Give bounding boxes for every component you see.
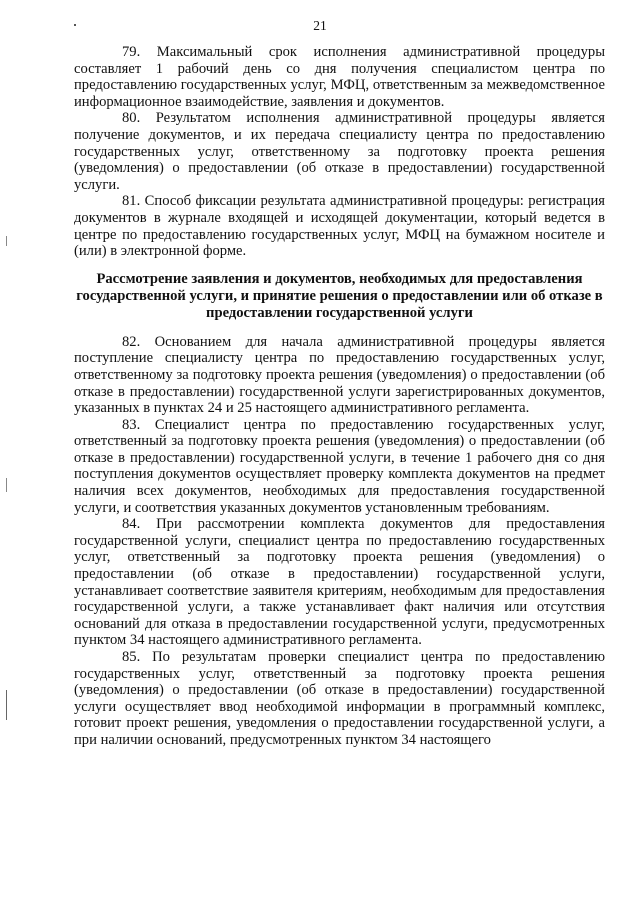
paragraph-84: 84. При рассмотрении комплекта документов для предоставления государственной услуги, специалист центра по предоставлению государственных услуг, ответственный за подготовку проекта решения (уведомления) о предоставлении (об отказе в предоставлении) государственной услуги, устанавливает соответствие заявителя критериям, необходимым для предоставления государственной услуги, а также устанавливает факт наличия или отсутствия оснований для отказа в предоставлении государственной услуги, предусмотренных пунктом 34 настоящего административного регламента. bbox=[74, 516, 605, 649]
paragraph-80: 80. Результатом исполнения административной процедуры является получение документов, и их передача специалисту центра по предоставлению государственных услуг, ответственному за подготовку проекта решения (уведомления) о предоставлении (об отказе в предоставлении) государственной услуги. bbox=[74, 110, 605, 193]
scan-mark bbox=[6, 236, 7, 246]
scan-mark bbox=[6, 690, 7, 720]
paragraph-82: 82. Основанием для начала административной процедуры является поступление специалисту центра по предоставлению государственных услуг, ответственному за подготовку проекта решения (уведомления) о предоставлении (об отказе в предоставлении) государственной услуги зарегистрированных документов, указанных в пунктах 24 и 25 настоящего административного регламента. bbox=[74, 333, 605, 417]
section-heading: Рассмотрение заявления и документов, необходимых для предоставления государственной услуги, и принятие решения о предоставлении или об отказе в предоставлении государственной услуги bbox=[76, 270, 603, 321]
document-body bbox=[74, 44, 605, 749]
paragraph-79: 79. Максимальный срок исполнения административной процедуры составляет 1 рабочий день со дня получения специалистом центра по предоставлению государственных услуг, МФЦ, ответственным за межведомственное информационное взаимодействие, заявления и документов. bbox=[74, 44, 605, 110]
page-number: 21 bbox=[313, 18, 327, 33]
scan-mark bbox=[6, 478, 7, 492]
paragraph-85: 85. По результатам проверки специалист центра по предоставлению государственных услуг, ответственный за подготовку проекта решения (уведомления) о предоставлении (об отказе в предоставлении) государственной услуги осуществляет ввод необходимой информации в программный комплекс, готовит проект решения, уведомления о предоставлении государственной услуги, а при наличии оснований, предусмотренных пунктом 34 настоящего bbox=[74, 649, 605, 748]
paragraph-83: 83. Специалист центра по предоставлению государственных услуг, ответственный за подготовку проекта решения (уведомления) о предоставлении (об отказе в предоставлении) государственной услуги, в течение 1 рабочего дня со дня поступления документов осуществляет проверку комплекта документов на предмет наличия всех документов, необходимых для предоставления государственной услуги, и соответствия указанных документов установленным требованиям. bbox=[74, 416, 605, 516]
paragraph-81: 81. Способ фиксации результата административной процедуры: регистрация документов в журнале входящей и исходящей документации, который ведется в центре по предоставлению государственных услуг, МФЦ на бумажном носителе и (или) в электронной форме. bbox=[74, 193, 605, 260]
scan-mark bbox=[74, 24, 76, 26]
